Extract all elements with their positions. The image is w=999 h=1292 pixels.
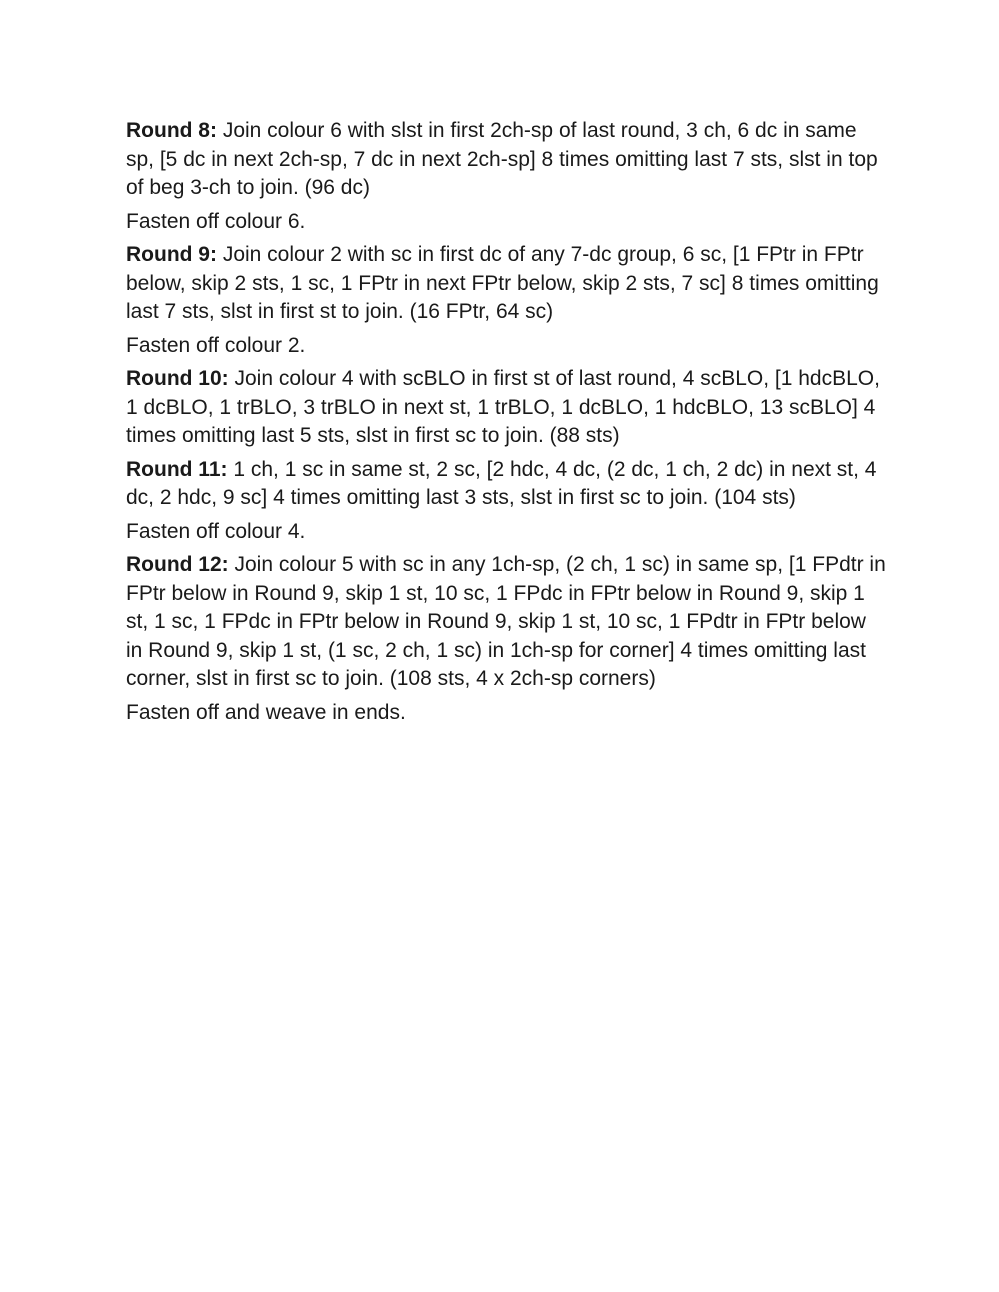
round-8-label: Round 8:	[126, 119, 217, 142]
fasten-off-colour-6	[126, 208, 886, 237]
round-9-text: Join colour 2 with sc in first dc of any 7-dc group, 6 sc, [1 FPtr in FPtr below, skip 2 sts, 1 sc, 1 FPtr in next FPtr below, skip 2 sts, 7 sc] 8 times omitting last 7 sts, slst in first st to join. (16 FPtr, 64 sc)	[126, 243, 879, 323]
fasten-off-text: Fasten off colour 6.	[126, 209, 306, 233]
fasten-off-text: Fasten off colour 4.	[126, 519, 306, 543]
round-12-text: Join colour 5 with sc in any 1ch-sp, (2 ch, 1 sc) in same sp, [1 FPdtr in FPtr below in Round 9, skip 1 st, 10 sc, 1 FPdc in FPtr below in Round 9, skip 1 st, 1 sc, 1 FPdc in FPtr below in Round 9, skip 1 st, 10 sc, 1 FPdtr in FPtr below in Round 9, skip 1 st, (1 sc, 2 ch, 1 sc) in 1ch-sp for corner] 4 times omitting last corner, slst in first sc to join. (108 sts, 4 x 2ch-sp corners)	[126, 553, 886, 690]
round-12-label: Round 12:	[126, 553, 229, 576]
fasten-off-colour-4	[126, 518, 886, 547]
round-8-text: Join colour 6 with slst in first 2ch-sp of last round, 3 ch, 6 dc in same sp, [5 dc in next 2ch-sp, 7 dc in next 2ch-sp] 8 times omitting last 7 sts, slst in top of beg 3-ch to join. (96 dc)	[126, 119, 878, 199]
round-11-text: 1 ch, 1 sc in same st, 2 sc, [2 hdc, 4 dc, (2 dc, 1 ch, 2 dc) in next st, 4 dc, 2 hdc, 9 sc] 4 times omitting last 3 sts, slst in first sc to join. (104 sts)	[126, 457, 877, 509]
round-8-paragraph	[126, 117, 886, 203]
fasten-off-text: Fasten off colour 2.	[126, 333, 306, 357]
round-12-paragraph	[126, 551, 886, 694]
round-9-label: Round 9:	[126, 243, 217, 266]
round-11-label: Round 11:	[126, 457, 228, 481]
fasten-off-text: Fasten off and weave in ends.	[126, 700, 406, 724]
round-10-text: Join colour 4 with scBLO in first st of last round, 4 scBLO, [1 hdcBLO, 1 dcBLO, 1 trBLO, 3 trBLO in next st, 1 trBLO, 1 dcBLO, 1 hdcBLO, 13 scBLO] 4 times omitting last 5 sts, slst in first sc to join. (88 sts)	[126, 367, 880, 447]
round-10-label: Round 10:	[126, 367, 229, 390]
fasten-off-final	[126, 699, 886, 728]
pattern-instructions	[126, 117, 886, 732]
fasten-off-colour-2	[126, 332, 886, 361]
round-10-paragraph	[126, 365, 886, 451]
round-9-paragraph	[126, 241, 886, 327]
round-11-paragraph	[126, 456, 886, 513]
